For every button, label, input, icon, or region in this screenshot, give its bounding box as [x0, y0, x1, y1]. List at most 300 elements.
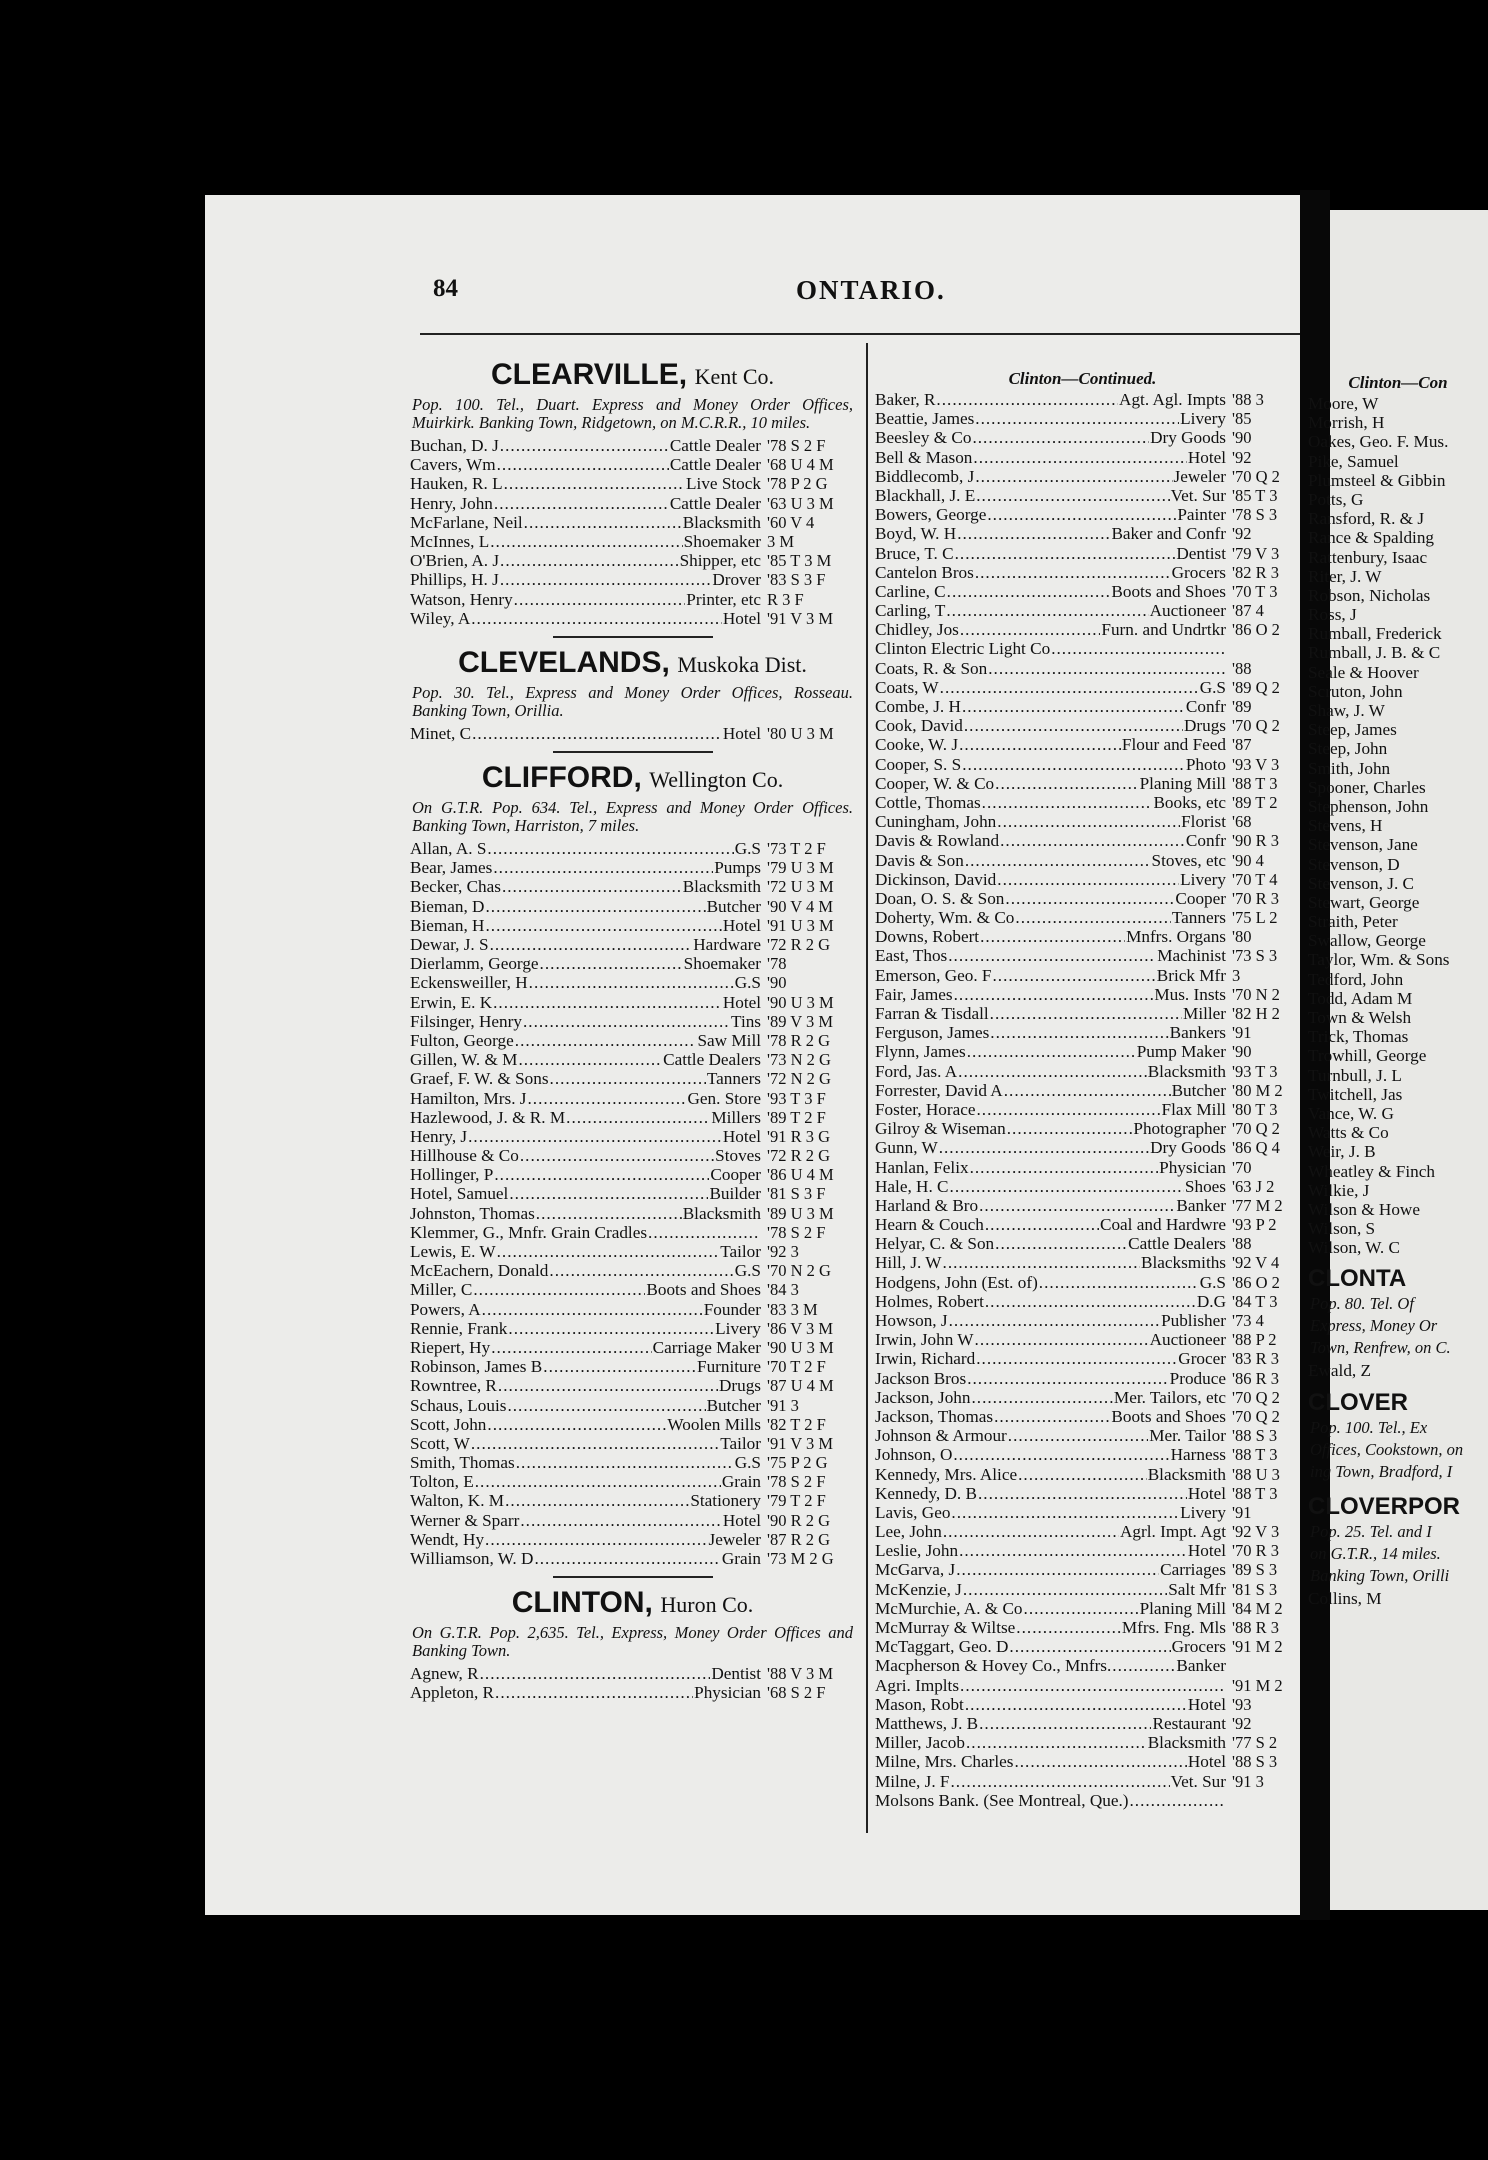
entry-trade: Hotel [1187, 1541, 1226, 1561]
entry-rating: '86 O 2 [1232, 1272, 1280, 1292]
entry-rating: '93 V 3 [1232, 754, 1280, 774]
entry-rating: '88 S 3 [1232, 1426, 1278, 1446]
entry-name: Flynn, James [875, 1042, 966, 1062]
entry-trade: Dentist [1176, 543, 1226, 563]
entry-trade: Livery [1180, 1502, 1226, 1522]
entry-trade: Millers [711, 1107, 761, 1127]
entry-rating: '83 R 3 [1232, 1349, 1279, 1369]
town-description: Pop. 100. Tel., Ex [1310, 1417, 1428, 1437]
entry-trade: Livery [1180, 409, 1226, 429]
entry-rating: '88 S 3 [1232, 1752, 1278, 1772]
directory-entry: Ross, J [1308, 605, 1357, 625]
entry-trade: Drover [712, 570, 761, 590]
entry-trade: Confr [1185, 831, 1226, 851]
directory-entry: Potts, G [1308, 489, 1364, 509]
leader-dots [487, 839, 733, 858]
entry-name: Buchan, D. J [410, 436, 499, 455]
page-number: 84 [433, 275, 458, 302]
entry-name: Agri. Implts [875, 1675, 960, 1695]
directory-entry: Morrish, H [1308, 413, 1385, 433]
entry-trade: Miller [1183, 1004, 1226, 1023]
entry-rating: '83 S 3 F [767, 570, 826, 590]
entry-name: Harland & Bro [875, 1195, 979, 1215]
entry-trade: Produce [1169, 1368, 1226, 1388]
directory-entry [875, 1560, 1290, 1579]
leader-dots [992, 966, 1155, 985]
entry-name: Scott, John [410, 1414, 487, 1434]
directory-entry: Rumball, J. B. & C [1308, 643, 1441, 663]
entry-trade: Shoemaker [683, 531, 761, 551]
entry-trade: Photo [1185, 754, 1226, 774]
entry-trade: Confr [1185, 697, 1226, 716]
entry-trade: Stoves, etc [1151, 850, 1226, 870]
leader-dots [995, 1234, 1127, 1253]
directory-entry: Riter, J. W [1308, 566, 1382, 586]
directory-entry [410, 1204, 855, 1223]
leader-dots [523, 1012, 730, 1031]
entry-rating: '70 Q 2 [1232, 716, 1280, 736]
entry-name: Wiley, A [410, 608, 471, 628]
leader-dots [497, 1242, 720, 1261]
town-name: CLEVELANDS, [458, 645, 670, 679]
entry-name: Dickinson, David [875, 869, 997, 889]
leader-dots [540, 954, 683, 973]
directory-entry [875, 870, 1290, 889]
directory-entry [875, 735, 1290, 754]
directory-entry: Wilson & Howe [1308, 1199, 1420, 1219]
entry-rating: '78 S 3 [1232, 505, 1278, 525]
entry-name: Kennedy, D. B [875, 1483, 977, 1503]
entry-trade: Cattle Dealers [663, 1050, 761, 1070]
entry-name: Jackson, John [875, 1387, 971, 1407]
directory-entry: Wheatley & Finch [1308, 1161, 1435, 1181]
entry-rating: '79 V 3 [1232, 543, 1280, 563]
directory-entry [410, 609, 855, 628]
entry-rating: '92 [1232, 447, 1252, 467]
entry-name: Fulton, George [410, 1030, 514, 1050]
directory-entry: Trowhill, George [1308, 1046, 1427, 1066]
entry-name: Graef, F. W. & Sons [410, 1069, 549, 1089]
directory-entry [410, 1184, 855, 1203]
directory-entry [410, 1127, 855, 1146]
leader-dots [958, 1062, 1147, 1081]
entry-trade: Hotel [1187, 1483, 1226, 1503]
entry-trade: Shoes [1184, 1176, 1226, 1196]
entry-rating: '91 R 3 G [767, 1126, 831, 1146]
entry-rating: '86 O 2 [1232, 620, 1280, 640]
leader-dots [967, 1042, 1136, 1061]
entry-name: McFarlane, Neil [410, 512, 523, 532]
entry-rating: '91 [1232, 1502, 1252, 1522]
entry-rating: '82 T 2 F [767, 1414, 826, 1434]
entry-name: Irwin, John W [875, 1330, 974, 1350]
leader-dots [1018, 1465, 1147, 1484]
entry-name: Hanlan, Felix [875, 1157, 969, 1177]
directory-entry [410, 1415, 855, 1434]
entry-name: Scott, W [410, 1433, 470, 1453]
directory-entry [410, 1012, 855, 1031]
entry-name: Rennie, Frank [410, 1318, 508, 1338]
entry-name: Cantelon Bros [875, 562, 974, 582]
section-break [553, 1576, 713, 1578]
entry-trade: Blacksmith [682, 512, 761, 532]
entry-rating: '86 Q 4 [1232, 1138, 1280, 1158]
directory-entry [875, 1292, 1290, 1311]
entry-rating: '89 T 2 F [767, 1107, 826, 1127]
entry-rating: '84 M 2 [1232, 1598, 1283, 1618]
directory-entry [410, 1050, 855, 1069]
entry-name: Helyar, C. & Son [875, 1234, 995, 1254]
entry-rating: '88 P 2 [1232, 1330, 1277, 1350]
entry-name: Farran & Tisdall [875, 1004, 989, 1023]
entry-rating: '88 T 3 [1232, 773, 1278, 793]
entry-name: Beattie, James [875, 409, 975, 429]
leader-dots [951, 1503, 1179, 1522]
leader-dots [946, 601, 1148, 620]
entry-trade: Tanners [706, 1069, 761, 1089]
directory-entry [875, 1445, 1290, 1464]
directory-entry [875, 1695, 1290, 1714]
directory-entry: Ewald, Z [1308, 1361, 1372, 1381]
entry-trade: Jeweler [708, 1529, 761, 1549]
entry-name: Bieman, D [410, 896, 485, 916]
directory-entry: Rance & Spalding [1308, 528, 1435, 548]
town-description: Banking Town, Orilli [1310, 1565, 1450, 1585]
entry-trade: Stoves [715, 1146, 761, 1166]
entry-name: Riepert, Hy [410, 1337, 491, 1357]
entry-rating: '70 Q 2 [1232, 1406, 1280, 1426]
entry-trade: Boots and Shoes [1111, 1406, 1226, 1426]
entry-trade: Hotel [1187, 1694, 1226, 1714]
entry-rating: '90 V 4 M [767, 896, 834, 916]
leader-dots [956, 1560, 1159, 1579]
entry-name: Johnson, O [875, 1445, 953, 1465]
directory-entry [410, 1146, 855, 1165]
directory-entry [875, 1177, 1290, 1196]
entry-trade: Grocer [1178, 1349, 1226, 1369]
directory-entry [875, 1772, 1290, 1791]
leader-dots [1051, 639, 1225, 658]
entry-rating: '82 H 2 [1232, 1004, 1280, 1023]
entry-name: Appleton, R [410, 1683, 495, 1703]
directory-entry: Wilkie, J [1308, 1180, 1370, 1200]
leader-dots [518, 1050, 662, 1069]
entry-rating: '63 J 2 [1232, 1176, 1275, 1196]
leader-dots [982, 793, 1153, 812]
leader-dots [997, 870, 1179, 889]
leader-dots [1039, 1273, 1199, 1292]
entry-name: Coats, W [875, 677, 939, 697]
entry-trade: Restaurant [1152, 1713, 1226, 1733]
directory-entry [875, 620, 1290, 639]
directory-entry [410, 935, 855, 954]
directory-entry [410, 1280, 855, 1299]
town-description: on G.T.R., 14 miles. [1310, 1543, 1441, 1563]
entry-name: Carline, C [875, 581, 946, 601]
entry-rating: '89 Q 2 [1232, 677, 1280, 697]
directory-entry: Moore, W [1308, 394, 1379, 413]
entry-name: Lee, John [875, 1522, 942, 1542]
entry-trade: Live Stock [686, 474, 761, 494]
leader-dots [1000, 831, 1185, 850]
directory-entry [875, 697, 1290, 716]
leader-dots [1004, 1081, 1171, 1100]
entry-trade: Gen. Store [687, 1088, 761, 1108]
directory-column-2 [875, 368, 1290, 1810]
entry-rating: '77 M 2 [1232, 1195, 1283, 1215]
town-heading [410, 1584, 855, 1624]
entry-trade: Vet. Sur [1170, 485, 1226, 505]
entry-rating: '92 3 [767, 1242, 799, 1261]
entry-name: Forrester, David A [875, 1080, 1003, 1100]
directory-entry [875, 1042, 1290, 1061]
entry-name: Gilroy & Wiseman [875, 1119, 1006, 1139]
entry-rating: '91 [1232, 1023, 1252, 1043]
entry-name: Powers, A [410, 1299, 481, 1319]
town-description: Pop. 30. Tel., Express and Money Order Offices, Rosseau. Banking Town, Orillia. [412, 682, 853, 720]
leader-dots [490, 532, 682, 551]
directory-entry [875, 678, 1290, 697]
entry-trade: Hotel [1187, 1752, 1226, 1772]
entry-rating: '88 R 3 [1232, 1618, 1279, 1637]
entry-rating: '89 V 3 M [767, 1011, 834, 1031]
entry-trade: Photographer [1133, 1119, 1226, 1139]
leader-dots [648, 1223, 760, 1242]
entry-name: Hale, H. C [875, 1176, 949, 1196]
entry-trade: Hotel [1187, 447, 1226, 467]
directory-column-1 [410, 350, 855, 1703]
directory-entry [875, 1618, 1290, 1637]
directory-entry: Turnbull, J. L [1308, 1065, 1402, 1085]
directory-entry [410, 532, 855, 551]
leader-dots [566, 1108, 710, 1127]
entry-name: Coats, R. & Son [875, 658, 988, 678]
entry-trade: Flax Mill [1161, 1099, 1226, 1119]
leader-dots [493, 993, 722, 1012]
entry-rating: '72 R 2 G [767, 935, 831, 954]
entry-rating: '89 S 3 [1232, 1560, 1278, 1580]
directory-entry [875, 1580, 1290, 1599]
directory-entry [875, 390, 1290, 409]
entry-trade: Auctioneer [1149, 601, 1226, 621]
leader-dots [979, 1714, 1151, 1733]
directory-entry [875, 1004, 1290, 1023]
entry-name: Clinton Electric Light Co [875, 639, 1051, 659]
directory-entry [875, 1253, 1290, 1272]
town-description: Express, Money Or [1310, 1316, 1438, 1336]
entry-trade: Baker and Confr [1111, 524, 1226, 544]
entry-trade: Hotel [722, 1510, 761, 1530]
leader-dots [509, 1184, 708, 1203]
leader-dots [500, 551, 679, 570]
entry-trade: Cattle Dealer [669, 493, 761, 513]
directory-entry [410, 839, 855, 858]
directory-entry [875, 1119, 1290, 1138]
directory-entry [875, 812, 1290, 831]
entry-name: Combe, J. H [875, 697, 961, 716]
entry-trade: Coal and Hardwre [1100, 1215, 1226, 1235]
directory-entry [410, 455, 855, 474]
leader-dots [471, 609, 722, 628]
directory-entry [875, 524, 1290, 543]
entry-name: Gillen, W. & M [410, 1050, 518, 1070]
directory-entry [875, 1791, 1290, 1810]
directory-entry: Oakes, Geo. F. Mus. [1308, 432, 1449, 452]
leader-dots [516, 1453, 734, 1472]
entry-rating: '91 3 [767, 1395, 799, 1415]
entry-name: Jackson, Thomas [875, 1406, 994, 1426]
entry-name: Williamson, W. D [410, 1549, 534, 1568]
entry-trade: Butcher [706, 1395, 761, 1415]
entry-trade: Butcher [1171, 1080, 1226, 1100]
directory-entry [875, 946, 1290, 965]
entry-name: Ford, Jas. A [875, 1061, 958, 1081]
entry-name: Hollinger, P [410, 1165, 494, 1185]
leader-dots [953, 1445, 1169, 1464]
leader-dots [528, 1089, 687, 1108]
directory-entry [875, 1503, 1290, 1522]
entry-name: Doherty, Wm. & Co [875, 908, 1015, 928]
leader-dots [1009, 1637, 1170, 1656]
directory-entry [875, 851, 1290, 870]
directory-entry [875, 755, 1290, 774]
entry-name: Lewis, E. W [410, 1242, 496, 1261]
directory-entry [875, 1714, 1290, 1733]
entry-rating: '92 V 3 [1232, 1522, 1280, 1542]
leader-dots [972, 428, 1149, 447]
entry-rating: '70 R 3 [1232, 888, 1279, 908]
entry-trade: Bankers [1169, 1023, 1226, 1043]
leader-dots [976, 1349, 1177, 1368]
directory-entry [410, 1338, 855, 1357]
leader-dots [482, 1300, 703, 1319]
leader-dots [988, 659, 1225, 678]
leader-dots [949, 1311, 1160, 1330]
directory-entry [875, 1522, 1290, 1541]
directory-entry: Straith, Peter [1308, 912, 1398, 932]
entry-trade: Grocers [1171, 562, 1226, 582]
entry-trade: G.S [734, 1453, 761, 1473]
leader-dots [549, 1261, 733, 1280]
town-name: CLINTON, [511, 1586, 653, 1620]
leader-dots [975, 409, 1179, 428]
entry-name: Macpherson & Hovey Co., Mnfrs. [875, 1656, 1112, 1676]
directory-entry [410, 1664, 855, 1683]
directory-entry [875, 966, 1290, 985]
entry-trade: Machinist [1157, 946, 1226, 966]
leader-dots [985, 1215, 1099, 1234]
directory-entry [875, 448, 1290, 467]
leader-dots [524, 513, 682, 532]
entry-trade: Florist [1181, 812, 1226, 832]
entry-trade: Hotel [722, 992, 761, 1012]
entry-trade: Carriage Maker [652, 1337, 761, 1357]
directory-entry: Plumsteel & Gibbin [1308, 470, 1446, 490]
entry-rating: '70 Q 2 [1232, 1387, 1280, 1407]
entry-trade: Blacksmith [1147, 1061, 1226, 1081]
leader-dots [979, 1196, 1175, 1215]
entry-rating: '70 Q 2 [1232, 466, 1280, 486]
directory-entry: Stephenson, John [1308, 796, 1429, 816]
entry-name: Wendt, Hy [410, 1529, 485, 1549]
leader-dots [1016, 1618, 1121, 1637]
leader-dots [494, 494, 669, 513]
entry-rating: '88 U 3 [1232, 1464, 1280, 1484]
leader-dots [959, 735, 1121, 754]
entry-trade: Cattle Dealers [1128, 1234, 1226, 1254]
entry-name: McTaggart, Geo. D [875, 1637, 1009, 1657]
directory-entry [410, 1069, 855, 1088]
entry-rating: '81 S 3 [1232, 1579, 1278, 1599]
directory-entry: Robson, Nicholas [1308, 585, 1431, 605]
entry-name: Eckensweiller, H [410, 973, 528, 993]
entry-trade: Carriages [1160, 1560, 1226, 1580]
leader-dots [468, 1127, 722, 1146]
directory-entry [875, 601, 1290, 620]
entry-name: McInnes, L [410, 531, 490, 551]
entry-name: Erwin, E. K [410, 992, 493, 1012]
leader-dots [505, 1491, 689, 1510]
entry-name: Walton, K. M [410, 1491, 505, 1511]
entry-rating: '93 [1232, 1694, 1252, 1714]
directory-entry: Steep, John [1308, 739, 1388, 759]
leader-dots [1007, 1119, 1133, 1138]
entry-rating: '80 M 2 [1232, 1080, 1283, 1100]
directory-entry [875, 908, 1290, 927]
entry-name: Johnson & Armour [875, 1426, 1007, 1446]
directory-entry [410, 551, 855, 570]
entry-trade: Jeweler [1173, 466, 1226, 486]
directory-entry: Taylor, Wm. & Sons [1308, 950, 1450, 970]
leader-dots [529, 973, 734, 992]
entry-trade: Livery [715, 1318, 761, 1338]
entry-name: Bruce, T. C [875, 543, 954, 563]
entry-trade: Pumps [714, 858, 761, 878]
entry-name: Miller, Jacob [875, 1733, 965, 1753]
leader-dots [978, 1484, 1187, 1503]
leader-dots [480, 1664, 711, 1683]
leader-dots [520, 1511, 721, 1530]
entry-name: Boyd, W. H [875, 524, 957, 544]
leader-dots [965, 1695, 1187, 1714]
leader-dots [954, 985, 1154, 1004]
entry-trade: Brick Mfr [1156, 965, 1226, 985]
entry-trade: Mnfrs. Organs [1126, 927, 1226, 947]
town-heading [1308, 1387, 1488, 1419]
entry-name: Jackson Bros [875, 1368, 967, 1388]
directory-entry [875, 1062, 1290, 1081]
entry-name: Cuningham, John [875, 812, 997, 832]
leader-dots [473, 1280, 645, 1299]
leader-dots [990, 1004, 1182, 1023]
directory-entry [875, 1407, 1290, 1426]
entry-rating: '92 V 4 [1232, 1253, 1280, 1273]
entry-trade: G.S [734, 1261, 761, 1281]
leader-dots [520, 1146, 714, 1165]
entry-rating: '90 R 2 G [767, 1510, 831, 1530]
leader-dots [507, 1396, 705, 1415]
entry-rating: '70 [1232, 1157, 1252, 1177]
entry-trade: Stationery [690, 1491, 761, 1511]
leader-dots [504, 474, 685, 493]
entry-rating: '91 U 3 M [767, 915, 834, 935]
directory-entry [410, 1434, 855, 1453]
entry-rating: '86 R 3 [1232, 1368, 1279, 1388]
directory-entry: Watts & Co [1308, 1123, 1389, 1143]
leader-dots [960, 620, 1101, 639]
leader-dots [490, 935, 693, 954]
leader-dots [950, 1177, 1184, 1196]
